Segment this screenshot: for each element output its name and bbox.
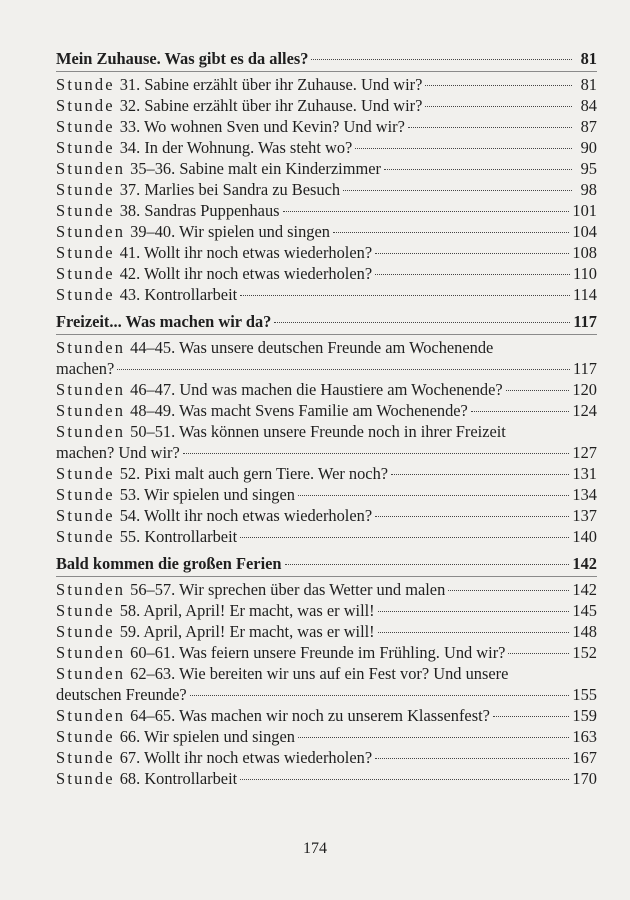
entry-title: 42. Wollt ihr noch etwas wiederholen?: [119, 264, 373, 283]
entry-page-number: 90: [580, 138, 597, 157]
entry-prefix: Stunde: [56, 769, 115, 788]
entry-title: 31. Sabine erzählt über ihr Zuhause. Und wir?: [119, 75, 423, 94]
entry-page-number: 163: [572, 727, 597, 746]
dot-leader: [448, 590, 569, 591]
dot-leader: [285, 564, 570, 565]
dot-leader: [375, 253, 569, 254]
entry-page-number: 170: [572, 769, 597, 788]
entry-title-continuation: machen?: [56, 359, 115, 378]
entry-title: 62–63. Wie bereiten wir uns auf ein Fest vor? Und unsere: [130, 664, 509, 683]
entry-prefix: Stunde: [56, 485, 115, 504]
entry-title: 55. Kontrollarbeit: [119, 527, 238, 546]
entry-prefix: Stunde: [56, 75, 115, 94]
dot-leader: [117, 369, 570, 370]
entry-page-number: 124: [572, 401, 597, 420]
toc-entry: [56, 621, 597, 642]
toc-entry: [56, 158, 597, 179]
entry-page-number: 167: [572, 748, 597, 767]
toc-entry: [56, 116, 597, 137]
entry-prefix: Stunde: [56, 138, 115, 157]
section-page-number: 142: [572, 554, 597, 573]
dot-leader: [240, 537, 569, 538]
section-divider: [56, 71, 597, 72]
entry-prefix: Stunden: [56, 664, 126, 683]
entry-prefix: Stunde: [56, 506, 115, 525]
entry-page-number: 84: [580, 96, 597, 115]
section-heading: [56, 553, 597, 574]
toc-entry: [56, 463, 597, 484]
toc-entry: [56, 705, 597, 726]
entry-prefix: Stunden: [56, 338, 126, 357]
entry-page-number: 117: [573, 359, 597, 378]
entry-prefix: Stunde: [56, 96, 115, 115]
toc-entry: [56, 600, 597, 621]
entry-title: 54. Wollt ihr noch etwas wiederholen?: [119, 506, 373, 525]
toc-entry-continuation: [56, 442, 597, 463]
table-of-contents: [56, 48, 597, 789]
dot-leader: [311, 59, 572, 60]
toc-entry-first-line: [56, 337, 597, 358]
toc-entry-continuation: [56, 684, 597, 705]
entry-page-number: 145: [572, 601, 597, 620]
dot-leader: [274, 322, 570, 323]
entry-prefix: Stunde: [56, 464, 115, 483]
entry-title: 50–51. Was können unsere Freunde noch in ihrer Freizeit: [130, 422, 506, 441]
entry-prefix: Stunde: [56, 243, 115, 262]
dot-leader: [240, 295, 570, 296]
dot-leader: [375, 758, 569, 759]
entry-title: 46–47. Und was machen die Haustiere am Wochenende?: [130, 380, 503, 399]
toc-entry: [56, 526, 597, 547]
entry-prefix: Stunde: [56, 601, 115, 620]
entry-title-continuation: deutschen Freunde?: [56, 685, 187, 704]
toc-entry: [56, 768, 597, 789]
entry-prefix: Stunde: [56, 622, 115, 641]
dot-leader: [378, 632, 570, 633]
dot-leader: [375, 274, 570, 275]
entry-page-number: 140: [572, 527, 597, 546]
entry-title: 53. Wir spielen und singen: [119, 485, 295, 504]
entry-title: 58. April, April! Er macht, was er will!: [119, 601, 375, 620]
entry-prefix: Stunde: [56, 180, 115, 199]
entry-page-number: 101: [572, 201, 597, 220]
dot-leader: [506, 390, 570, 391]
entry-prefix: Stunden: [56, 159, 126, 178]
section-page-number: 117: [573, 312, 597, 331]
entry-prefix: Stunde: [56, 117, 115, 136]
dot-leader: [183, 453, 570, 454]
entry-prefix: Stunden: [56, 706, 126, 725]
entry-page-number: 98: [580, 180, 597, 199]
toc-entry: [56, 579, 597, 600]
dot-leader: [298, 737, 569, 738]
entry-title: 67. Wollt ihr noch etwas wiederholen?: [119, 748, 373, 767]
entry-title: 38. Sandras Puppenhaus: [119, 201, 280, 220]
section-title: Freizeit... Was machen wir da?: [56, 312, 272, 331]
entry-page-number: 155: [572, 685, 597, 704]
toc-entry: [56, 484, 597, 505]
dot-leader: [333, 232, 569, 233]
entry-title: 32. Sabine erzählt über ihr Zuhause. Und wir?: [119, 96, 423, 115]
dot-leader: [471, 411, 570, 412]
toc-entry: [56, 400, 597, 421]
entry-page-number: 134: [572, 485, 597, 504]
entry-prefix: Stunden: [56, 401, 126, 420]
entry-prefix: Stunden: [56, 643, 126, 662]
toc-entry: [56, 663, 597, 705]
entry-page-number: 87: [580, 117, 597, 136]
dot-leader: [378, 611, 570, 612]
entry-prefix: Stunde: [56, 201, 115, 220]
entry-page-number: 137: [572, 506, 597, 525]
entry-page-number: 120: [572, 380, 597, 399]
entry-title: 64–65. Was machen wir noch zu unserem Klassenfest?: [130, 706, 490, 725]
dot-leader: [343, 190, 572, 191]
dot-leader: [425, 85, 572, 86]
entry-page-number: 81: [580, 75, 597, 94]
entry-title: 68. Kontrollarbeit: [119, 769, 238, 788]
entry-prefix: Stunde: [56, 748, 115, 767]
dot-leader: [493, 716, 569, 717]
toc-entry-continuation: [56, 358, 597, 379]
entry-prefix: Stunden: [56, 580, 126, 599]
dot-leader: [240, 779, 569, 780]
section-heading: [56, 311, 597, 332]
entry-title: 66. Wir spielen und singen: [119, 727, 295, 746]
entry-title: 39–40. Wir spielen und singen: [130, 222, 330, 241]
dot-leader: [375, 516, 569, 517]
entry-page-number: 131: [572, 464, 597, 483]
page-number: 174: [303, 840, 327, 857]
toc-entry: [56, 379, 597, 400]
section-title: Mein Zuhause. Was gibt es da alles?: [56, 49, 309, 68]
entry-prefix: Stunden: [56, 222, 126, 241]
toc-entry: [56, 221, 597, 242]
dot-leader: [355, 148, 572, 149]
entry-title: 59. April, April! Er macht, was er will!: [119, 622, 375, 641]
toc-entry: [56, 642, 597, 663]
entry-title: 34. In der Wohnung. Was steht wo?: [119, 138, 353, 157]
toc-entry: [56, 263, 597, 284]
entry-page-number: 104: [572, 222, 597, 241]
section-heading: [56, 48, 597, 69]
entry-title: 52. Pixi malt auch gern Tiere. Wer noch?: [119, 464, 389, 483]
toc-entry: [56, 242, 597, 263]
dot-leader: [391, 474, 569, 475]
toc-entry: [56, 200, 597, 221]
entry-title-continuation: machen? Und wir?: [56, 443, 180, 462]
entry-page-number: 142: [572, 580, 597, 599]
entry-page-number: 114: [573, 285, 597, 304]
entry-page-number: 152: [572, 643, 597, 662]
entry-title: 44–45. Was unsere deutschen Freunde am Wochenende: [130, 338, 494, 357]
entry-title: 37. Marlies bei Sandra zu Besuch: [119, 180, 341, 199]
entry-title: 41. Wollt ihr noch etwas wiederholen?: [119, 243, 373, 262]
toc-entry: [56, 421, 597, 463]
toc-entry-first-line: [56, 663, 597, 684]
dot-leader: [508, 653, 569, 654]
dot-leader: [425, 106, 572, 107]
dot-leader: [384, 169, 572, 170]
entry-title: 43. Kontrollarbeit: [119, 285, 238, 304]
section-divider: [56, 334, 597, 335]
dot-leader: [190, 695, 570, 696]
toc-entry: [56, 284, 597, 305]
dot-leader: [298, 495, 569, 496]
entry-prefix: Stunde: [56, 527, 115, 546]
toc-entry-first-line: [56, 421, 597, 442]
entry-title: 60–61. Was feiern unsere Freunde im Frühling. Und wir?: [130, 643, 506, 662]
entry-title: 33. Wo wohnen Sven und Kevin? Und wir?: [119, 117, 405, 136]
entry-title: 35–36. Sabine malt ein Kinderzimmer: [130, 159, 381, 178]
section-title: Bald kommen die großen Ferien: [56, 554, 282, 573]
section-divider: [56, 576, 597, 577]
entry-prefix: Stunde: [56, 727, 115, 746]
toc-entry: [56, 95, 597, 116]
entry-page-number: 108: [572, 243, 597, 262]
entry-prefix: Stunden: [56, 380, 126, 399]
toc-entry: [56, 337, 597, 379]
toc-entry: [56, 747, 597, 768]
toc-entry: [56, 179, 597, 200]
toc-entry: [56, 505, 597, 526]
dot-leader: [408, 127, 572, 128]
entry-page-number: 110: [573, 264, 597, 283]
entry-page-number: 148: [572, 622, 597, 641]
entry-page-number: 95: [580, 159, 597, 178]
entry-prefix: Stunde: [56, 285, 115, 304]
section-page-number: 81: [580, 49, 597, 68]
entry-page-number: 127: [572, 443, 597, 462]
entry-title: 56–57. Wir sprechen über das Wetter und malen: [130, 580, 446, 599]
dot-leader: [283, 211, 570, 212]
entry-title: 48–49. Was macht Svens Familie am Wochenende?: [130, 401, 468, 420]
toc-entry: [56, 137, 597, 158]
entry-page-number: 159: [572, 706, 597, 725]
entry-prefix: Stunden: [56, 422, 126, 441]
entry-prefix: Stunde: [56, 264, 115, 283]
toc-entry: [56, 726, 597, 747]
toc-entry: [56, 74, 597, 95]
